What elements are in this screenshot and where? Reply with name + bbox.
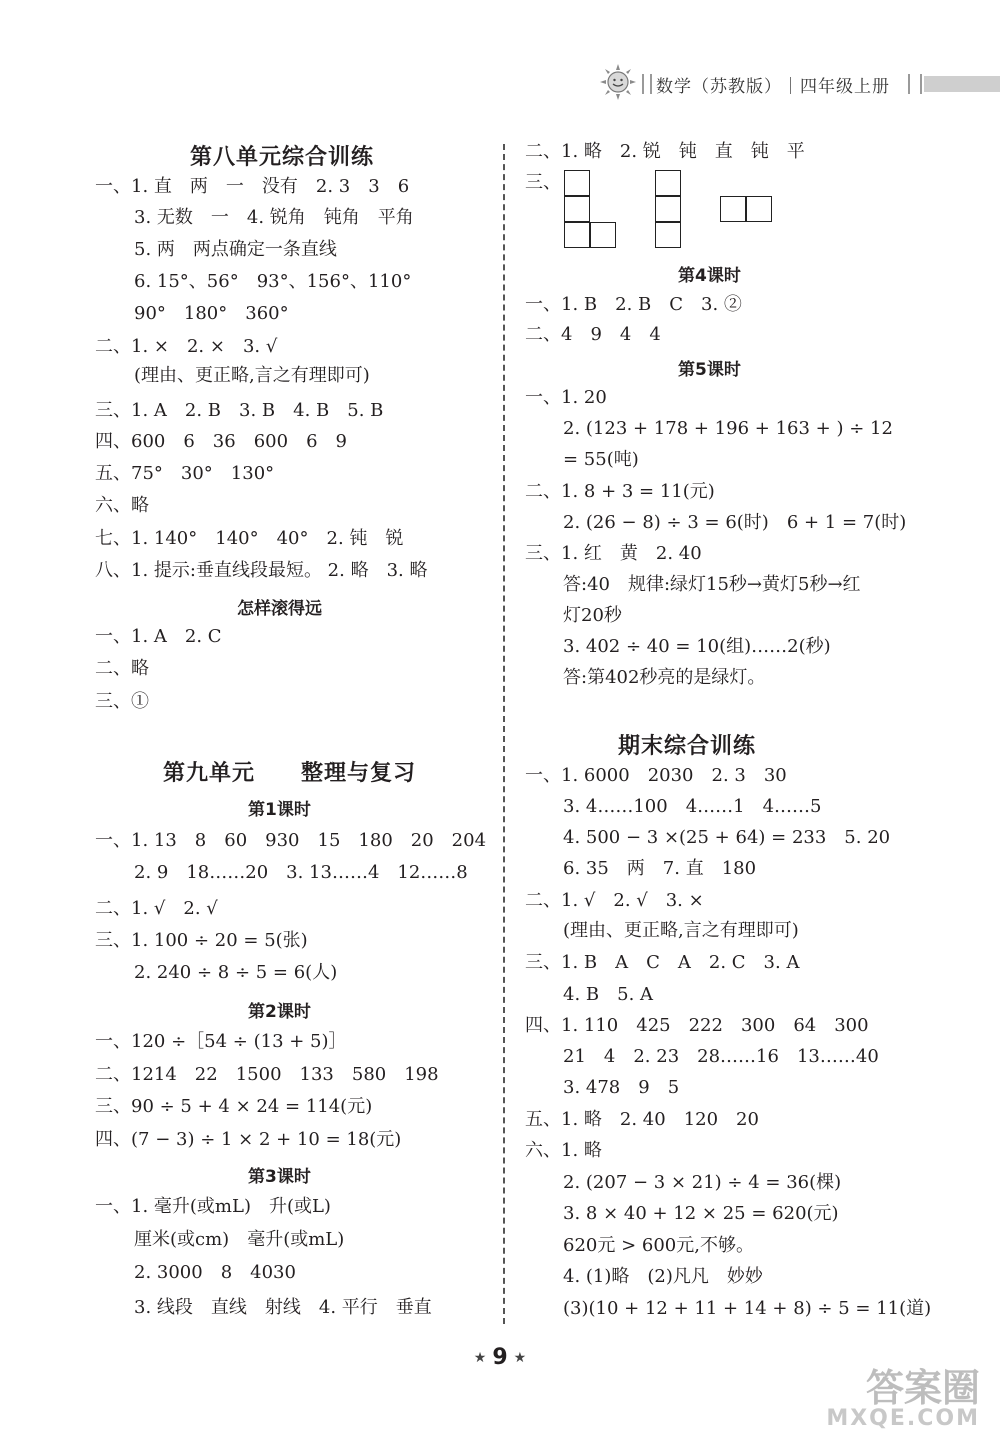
answer-line: (理由、更正略,言之有理即可): [134, 365, 370, 386]
answer-line: 二、1214 22 1500 133 580 198: [95, 1064, 439, 1085]
star-icon: ★: [473, 1350, 487, 1366]
unit8-title: 第八单元综合训练: [190, 144, 375, 170]
answer-line: 三、1. 100 ÷ 20 = 5(张): [95, 930, 308, 951]
answer-figures: [560, 170, 790, 254]
smiling-sun-icon: [600, 64, 636, 100]
header-bars-left: [642, 74, 652, 94]
lesson5-title: 第5课时: [678, 360, 741, 380]
answer-line: 2. (123 + 178 + 196 + 163 + ) ÷ 12: [563, 418, 893, 439]
lesson1-title: 第1课时: [248, 800, 311, 820]
answer-line: 一、1. 直 两 一 没有 2. 3 3 6: [95, 176, 410, 197]
answer-line: 二、1. × 2. × 3. √: [95, 336, 278, 357]
page-footer: [0, 1345, 1000, 1370]
answer-line: 6. 35 两 7. 直 180: [563, 858, 757, 879]
answer-line: 3. 无数 一 4. 锐角 钝角 平角: [134, 207, 414, 228]
answer-line: 六、1. 略: [525, 1140, 602, 1161]
answer-line: 答:40 规律:绿灯15秒→黄灯5秒→红: [563, 574, 861, 595]
answer-line: 一、1. 13 8 60 930 15 180 20 204: [95, 830, 487, 851]
answer-line: 三、1. A 2. B 3. B 4. B 5. B: [95, 400, 384, 421]
answer-line: 三、: [525, 172, 561, 193]
answer-line: 答:第402秒亮的是绿灯。: [563, 667, 766, 688]
answer-line: 620元 > 600元,不够。: [563, 1235, 754, 1256]
answer-line: 厘米(或cm) 毫升(或mL): [134, 1229, 345, 1250]
answer-line: 二、1. 8 + 3 = 11(元): [525, 481, 715, 502]
answer-line: 2. 9 18……20 3. 13……4 12……8: [134, 862, 468, 883]
answer-line: 4. 500 − 3 ×(25 + 64) = 233 5. 20: [563, 827, 891, 848]
answer-line: 4. B 5. A: [563, 984, 654, 1005]
answer-line: 三、1. B A C A 2. C 3. A: [525, 952, 800, 973]
answer-line: 二、4 9 4 4: [525, 324, 661, 345]
answer-line: 2. 240 ÷ 8 ÷ 5 = 6(人): [134, 962, 338, 983]
answer-line: 3. 402 ÷ 40 = 10(组)……2(秒): [563, 636, 831, 657]
answer-line: (理由、更正略,言之有理即可): [563, 920, 799, 941]
answer-line: 一、1. 6000 2030 2. 3 30: [525, 765, 787, 786]
star-icon: ★: [513, 1350, 527, 1366]
answer-line: 3. 8 × 40 + 12 × 25 = 620(元): [563, 1203, 839, 1224]
answer-line: 3. 478 9 5: [563, 1077, 680, 1098]
answer-line: (3)(10 + 12 + 11 + 14 + 8) ÷ 5 = 11(道): [563, 1298, 932, 1319]
header-bars-right: [908, 74, 922, 94]
header-band: [924, 76, 1000, 92]
answer-line: 一、1. A 2. C: [95, 626, 222, 647]
answer-line: 灯20秒: [563, 605, 622, 626]
answer-line: 五、75° 30° 130°: [95, 463, 275, 484]
answer-line: 二、1. 略 2. 锐 钝 直 钝 平: [525, 141, 805, 162]
answer-line: 三、①: [95, 691, 149, 712]
answer-line: 七、1. 140° 140° 40° 2. 钝 锐: [95, 528, 404, 549]
answer-line: 四、600 6 36 600 6 9: [95, 431, 347, 452]
roll-title: 怎样滚得远: [237, 599, 322, 619]
answer-line: 一、120 ÷［54 ÷ (13 + 5)］: [95, 1031, 347, 1052]
answer-line: 90° 180° 360°: [134, 303, 289, 324]
answer-line: = 55(吨): [563, 449, 639, 470]
answer-line: 三、90 ÷ 5 + 4 × 24 = 114(元): [95, 1096, 373, 1117]
answer-line: 3. 4……100 4……1 4……5: [563, 796, 822, 817]
answer-line: 二、略: [95, 658, 149, 679]
page-header: [590, 62, 1000, 106]
answer-line: 三、1. 红 黄 2. 40: [525, 543, 702, 564]
answer-line: 2. 3000 8 4030: [134, 1262, 296, 1283]
column-divider: [503, 144, 505, 1324]
answer-line: 八、1. 提示:垂直线段最短。 2. 略 3. 略: [95, 560, 428, 581]
answer-line: 五、1. 略 2. 40 120 20: [525, 1109, 759, 1130]
answer-line: 4. (1)略 (2)凡凡 妙妙: [563, 1266, 763, 1287]
page-number: 9: [492, 1345, 508, 1370]
watermark: [790, 1366, 980, 1431]
header-title: 数学（苏教版）｜四年级上册: [656, 77, 890, 97]
answer-line: 6. 15°、56° 93°、156°、110°: [134, 271, 412, 292]
answer-line: 21 4 2. 23 28……16 13……40: [563, 1046, 879, 1067]
answer-line: 3. 线段 直线 射线 4. 平行 垂直: [134, 1297, 432, 1318]
answer-line: 5. 两 两点确定一条直线: [134, 239, 337, 260]
answer-line: 一、1. 毫升(或mL) 升(或L): [95, 1196, 331, 1217]
lesson4-title: 第4课时: [678, 266, 741, 286]
watermark-sub: MXQE.COM: [826, 1406, 980, 1431]
lesson2-title: 第2课时: [248, 1002, 311, 1022]
watermark-main: 答案圈: [865, 1366, 980, 1410]
answer-line: 二、1. √ 2. √: [95, 898, 218, 919]
answer-line: 六、略: [95, 495, 149, 516]
answer-line: 一、1. 20: [525, 387, 607, 408]
answer-line: 2. (207 − 3 × 21) ÷ 4 = 36(棵): [563, 1172, 842, 1193]
lesson3-title: 第3课时: [248, 1167, 311, 1187]
answer-line: 二、1. √ 2. √ 3. ×: [525, 890, 704, 911]
answer-line: 四、1. 110 425 222 300 64 300: [525, 1015, 869, 1036]
answer-line: 四、(7 − 3) ÷ 1 × 2 + 10 = 18(元): [95, 1129, 402, 1150]
unit9-title: 第九单元 整理与复习: [163, 760, 417, 786]
answer-line: 一、1. B 2. B C 3. ②: [525, 294, 742, 315]
answer-line: 2. (26 − 8) ÷ 3 = 6(时) 6 + 1 = 7(时): [563, 512, 907, 533]
final-title: 期末综合训练: [618, 733, 757, 759]
